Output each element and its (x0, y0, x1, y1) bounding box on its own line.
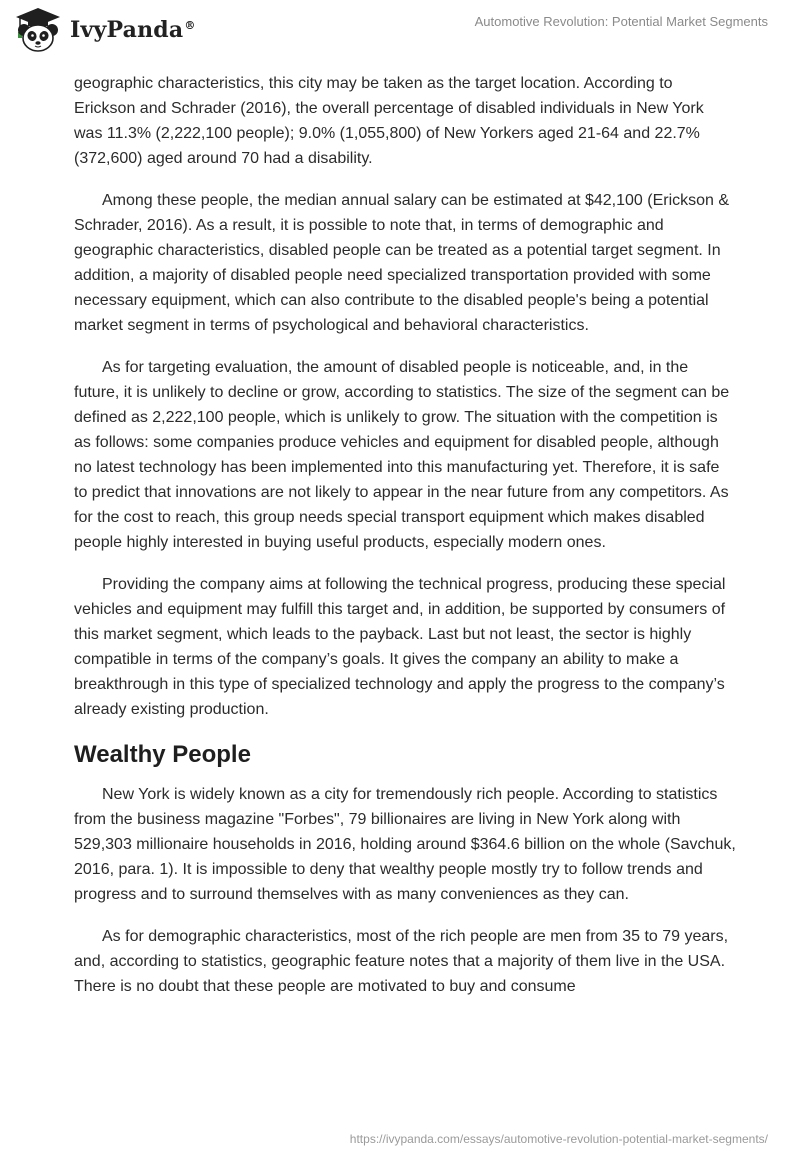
section-heading-wealthy-people: Wealthy People (74, 741, 251, 768)
page-header (0, 0, 800, 70)
paragraph-2: Among these people, the median annual salary can be estimated at $42,100 (Erickson & Schrader, 2016). As a result, it is possible to note that, in terms of demographic and geographic characteristics, disabled people can be treated as a potential target segment. In addition, a majority of disabled people need specialized transportation provided with some necessary equipment, which can also contribute to the disabled people's being a potential market segment in terms of psychological and behavioral characteristics. (74, 192, 730, 334)
footer-url: https://ivypanda.com/essays/automotive-revolution-potential-market-segments/ (349, 1132, 768, 1146)
registered-mark: ® (184, 18, 196, 32)
document-title: Automotive Revolution: Potential Market Segments (474, 14, 768, 29)
logo-text: IvyPanda® (70, 17, 196, 43)
paragraph-3: As for targeting evaluation, the amount of disabled people is noticeable, and, in the future, it is unlikely to decline or grow, according to statistics. The size of the segment can be defined as 2,222,100 people, which is unlikely to grow. The situation with the competition is as follows: some companies produce vehicles and equipment for disabled people, although no latest technology has been implemented into this manufacturing yet. Therefore, it is safe to predict that innovations are not likely to appear in the near future from any competitors. As for the cost to reach, this group needs special transport equipment which makes disabled people highly interested in buying useful products, especially modern ones. (74, 359, 730, 551)
panda-graduation-icon (12, 6, 64, 54)
paragraph-1: geographic characteristics, this city may be taken as the target location. According to Erickson and Schrader (2016), the overall percentage of disabled individuals in New York was 11.3% (2,222,100 people); 9.0% (1,055,800) of New Yorkers aged 21-64 and 22.7% (372,600) aged around 70 had a disability. (74, 75, 704, 167)
paragraph-5: New York is widely known as a city for tremendously rich people. According to statistics from the business magazine "Forbes", 79 billionaires are living in New York along with 529,303 millionaire households in 2016, holding around $364.6 billion on the whole (Savchuk, 2016, para. 1). It is impossible to deny that wealthy people mostly try to follow trends and progress and to surround themselves with as many conveniences as they can. (74, 786, 736, 903)
essay-body (74, 71, 736, 1016)
paragraph-4: Providing the company aims at following the technical progress, producing these special vehicles and equipment may fulfill this target and, in addition, be supported by consumers of this market segment, which leads to the payback. Last but not least, the sector is highly compatible in terms of the company’s goals. It gives the company an ability to make a breakthrough in this type of specialized technology and apply the progress to the company’s already existing production. (74, 576, 726, 718)
paragraph-6: As for demographic characteristics, most of the rich people are men from 35 to 79 years, and, according to statistics, geographic feature notes that a majority of them live in the USA. There is no doubt that these people are motivated to buy and consume (74, 928, 729, 995)
ivypanda-logo[interactable] (12, 6, 196, 54)
